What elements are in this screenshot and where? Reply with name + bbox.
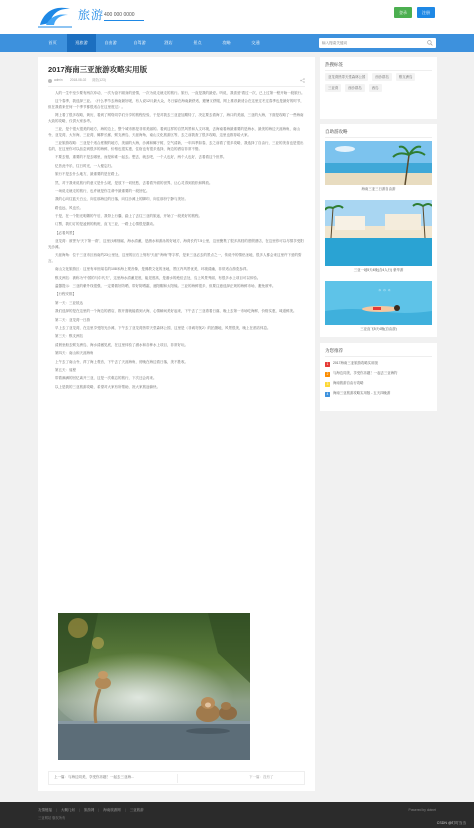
article-pagination — [48, 771, 305, 785]
article-paragraph: 带着满满的回忆离开三亚，这是一次难忘的旅行，下次还会再来。 — [55, 376, 157, 381]
destination-card[interactable] — [325, 141, 432, 192]
phone-underline — [104, 20, 144, 21]
article-paragraph: 然，对于我来说旅行的意义是什么呢，是放下一切忧愁，去看看外面的世界，让心灵得到放松和释放。 — [55, 180, 213, 185]
footer-link[interactable]: 大概几何 — [60, 808, 75, 812]
footer-link[interactable]: 友情链接 — [38, 808, 52, 812]
footer-link[interactable]: 三亚旅游 — [129, 808, 144, 812]
article-body — [48, 91, 305, 393]
nav-item[interactable]: 交通 — [251, 39, 260, 45]
recommend-item[interactable] — [325, 389, 432, 399]
article-title: 2017海南三亚旅游攻略实用版 — [48, 65, 148, 74]
contact-phone: 400 000 0000 — [104, 12, 135, 18]
article-paragraph: 这个春季，我选择三亚。（什么季节去海南最好呢，有人说12月最大众，冬日躲在海南最舒适，避暑又舒服，网上推荐最适合在这里过冬过春季也是最好的时节，但在我看来任何一个季节都很适合在这里度过）。 — [48, 99, 304, 109]
article-paragraph: 三亚，是个很大很美的地方，海的边上，整个城市都是非常美丽的。看到这样的自然风景和人文环境，去海南看海最重要的是海水，最美的海边天涯海角，南山寺，亚龙湾，大东海，三亚湾，椰梦长廊，蜈支洲岛，天涯海角，南山文化旅游区等，去之前我查了很多攻略，这里也推荐给大家。 — [48, 127, 300, 137]
recommend-item[interactable] — [325, 369, 432, 379]
article-paragraph: 旅行不是去什么地方，最重要的是在路上。 — [55, 172, 122, 177]
image-watermark-text: ☼ ☼ ☼ — [378, 287, 392, 292]
monkeys-photo — [58, 613, 250, 760]
footer-powered: Powered by dotnet — [408, 808, 436, 812]
article-paragraph: 以上是我的三亚旅游攻略，希望对大家有所帮助，祝大家旅途愉快。 — [55, 384, 160, 389]
nav-item[interactable]: 攻略 — [222, 39, 231, 45]
footer-watermark: CSDN @叮叮当当 — [436, 821, 466, 825]
article-paragraph: 我们选择的是在这里的一个海边的酒店，推开窗就能看到大海，心情瞬间美好起来，下午去了三亚湾看日落，晚上去第一市场吃海鲜，价格实惠，味道鲜美。 — [55, 309, 297, 314]
hot-tag[interactable]: 三亚湾 — [325, 84, 341, 92]
article-paragraph: 亚龙湾：被誉为“天下第一湾”，这里沙滩细腻，海水清澈，是潜水和游泳的好地方，海湾长约7.5公里，这里聚集了很多高档的度假酒店，在这里你可以尽情享受阳光沙滩。 — [48, 239, 304, 249]
login-button[interactable]: 登录 — [394, 7, 412, 18]
article-paragraph: 一场说走就走的旅行，也许就是你生命中最重要的一段回忆。 — [55, 188, 150, 193]
rank-badge: 3 — [326, 381, 329, 386]
article-paragraph: 第四天：南山和天涯海角 — [55, 351, 94, 356]
beach-palm-image[interactable] — [325, 141, 432, 185]
hot-tag[interactable]: 西沙群岛 — [345, 84, 365, 92]
share-icon[interactable] — [300, 78, 305, 83]
article-paragraph: 人的一生中至少要有两次冲动，一次为奋不顾身的爱情，一次为说走就走的旅行。旅行，一直是我的最爱。听说，我喜爱“看过一次，已上过第一程开始一段旅行。 — [55, 91, 305, 95]
article-paragraph: 天涯海角：位于三亚市区西南约23公里处，这里的巨石上刻有“天涯”“海角”等字样，是来三亚必去的景点之一，传说中的情侣圣地，很多人都会来这里许下爱的誓言。 — [48, 253, 302, 263]
destination-card[interactable] — [325, 200, 432, 273]
recommend-title: 为您推荐 — [325, 348, 343, 353]
article-paragraph: 温馨提示：三亚的紫外线很强，一定要做好防晒，带好防晒霜，遮阳帽和太阳镜。三亚的海鲜很多，但要注意选择正规的海鲜市场，避免被宰。 — [55, 283, 276, 288]
recommend-link[interactable]: 2017海南三亚旅游攻略实用版 — [333, 361, 378, 366]
nav-item[interactable]: 首页 — [48, 39, 57, 45]
footer-separator: | — [124, 808, 126, 812]
destination-caption[interactable]: 海南三亚三日游自由游 — [361, 186, 396, 191]
article-paragraph: 【必看风景】 — [55, 230, 76, 235]
main-nav — [0, 34, 474, 52]
search-input[interactable] — [322, 39, 422, 47]
hot-tags-title: 热搜标签 — [325, 62, 343, 67]
recommend-link[interactable]: 海南三亚旅游攻略实用版 - 五天四晚游 — [333, 391, 391, 396]
swimmer-image[interactable] — [325, 281, 432, 325]
wave-logo-icon[interactable] — [38, 3, 72, 29]
article-paragraph: 忆昔此中乐，往日时光，一入便忘归。 — [55, 163, 115, 168]
article-author[interactable]: admin — [54, 78, 63, 82]
author-avatar — [48, 79, 52, 83]
nav-item[interactable]: 自由游 — [104, 39, 117, 45]
destinations-divider — [325, 137, 432, 138]
recommend-panel — [320, 343, 437, 411]
nav-item[interactable]: 酒店 — [164, 39, 173, 45]
article-paragraph: 清晨坐船去蜈支洲岛，海水清澈见底，在这里体验了潜水和各种水上项目，非常好玩。 — [55, 342, 188, 347]
footer-separator: | — [56, 808, 57, 812]
article-paragraph: 南山文化旅游区：这里有举世闻名的108米海上观音像，是佛教文化的圣地，景区内风景优美，环境清幽，非常适合游览参拜。 — [55, 267, 250, 272]
recommend-item[interactable] — [325, 379, 432, 389]
rank-badge: 2 — [326, 371, 329, 376]
prev-article-link[interactable]: 上一篇：与海边同美，享受你乐趣！一起去三亚海... — [54, 775, 134, 779]
article-paragraph: 【行程安排】 — [55, 292, 76, 297]
recommend-item[interactable] — [325, 359, 432, 369]
search-icon[interactable] — [427, 40, 433, 46]
article-paragraph: 第一天：三亚抵达 — [55, 300, 83, 305]
rank-badge: 1 — [326, 361, 329, 366]
nav-item[interactable]: 自驾游 — [133, 39, 146, 45]
site-header — [0, 0, 474, 34]
article-paragraph: 网上看了很多攻略，黄历，看到了网络同学们分享的旅程经验，于是对我去三亚更加期待了，决定要去看海了，海口的美丽，三亚的大海，下面是攻略了一些海南大致的攻略，仅供大家参考。 — [48, 113, 304, 123]
article-views: 浏览(123) — [92, 78, 106, 82]
rank-badge: 4 — [326, 391, 329, 396]
pagination-divider — [177, 774, 178, 783]
footer-copyright: 三亚网站 版权所有 — [38, 816, 66, 820]
meta-divider — [48, 86, 305, 87]
footer-separator: | — [78, 808, 80, 812]
recommend-list — [325, 359, 432, 399]
site-brand[interactable]: 旅游 — [78, 8, 105, 22]
article-paragraph: 第二天：亚龙湾一日游 — [55, 317, 90, 322]
article-paragraph: 第三天：蜈支洲岛 — [55, 334, 83, 339]
footer-separator: | — [98, 808, 100, 812]
recommend-divider — [325, 356, 432, 357]
hot-tags-divider — [325, 70, 432, 71]
article-paragraph: 不要去错，重要的不是去哪里，而是和谁一起去。想去，就去吧，一个人也好，两个人也好，去看看这个世界。 — [55, 155, 227, 160]
hot-tag[interactable]: 亚龙湾热带天堂森林公园 — [325, 73, 368, 81]
footer-link[interactable]: 旅游网 — [83, 808, 95, 812]
destination-caption[interactable]: 三亚一地5天4晚(含4人行) 豪华游 — [353, 267, 404, 272]
hot-tags-panel — [320, 57, 437, 119]
nav-item[interactable]: 景点 — [193, 39, 202, 45]
destination-caption[interactable]: 三亚直飞5天4晚(自由游) — [360, 326, 397, 331]
article-paragraph: 于是，在一个阳光明媚的午后，我背上行囊，踏上了去往三亚的旅途，开始了一段美好的旅程。 — [55, 214, 202, 219]
site-footer — [0, 802, 474, 828]
article-paragraph: 我的心向往蓝天白云，向往那海边的日落，向往沙滩上的脚印，向往那份宁静与美好。 — [55, 197, 188, 202]
recommend-link[interactable]: 海南旅游自由行攻略 — [333, 381, 364, 386]
hot-tag[interactable]: 蜈支洲岛 — [396, 73, 416, 81]
hot-tags-list — [325, 73, 432, 92]
article-meta — [48, 78, 305, 86]
article-paragraph: 上午去了南山寺，拜了海上观音，下午去了天涯海角，傍晚在海边看日落，美不胜收。 — [55, 359, 188, 364]
article-paragraph: 第五天：返程 — [55, 367, 76, 372]
article-paragraph: 路也远，风也长。 — [55, 205, 83, 210]
nav-item[interactable]: 逛旅游 — [67, 34, 96, 52]
search-box — [319, 38, 436, 48]
destination-card[interactable] — [325, 281, 432, 332]
footer-link[interactable]: 海南旅游网 — [103, 808, 121, 812]
recommend-link[interactable]: 与海边同美，享受你乐趣！一起去三亚海钓 — [333, 371, 398, 376]
article-date: 2018-08-02 — [70, 78, 87, 82]
resort-pool-image[interactable] — [325, 200, 432, 266]
register-button[interactable]: 注册 — [417, 7, 435, 18]
article-paragraph: 早上去了亚龙湾，在这里享受阳光沙滩，下午去了亚龙湾热带天堂森林公园，这里是《非诚勿扰2》的拍摄地，风景很美，晚上在酒店休息。 — [55, 325, 271, 330]
article-panel — [38, 57, 315, 791]
hot-tag[interactable]: 西沙群岛 — [372, 73, 392, 81]
hot-tag[interactable]: 西岛 — [369, 84, 382, 92]
nav-items — [38, 34, 270, 52]
destinations-title: 自助游攻略 — [325, 129, 348, 134]
article-paragraph: 订票，我们订的是凌晨的航班，直飞三亚，一路上心情很是激动。 — [55, 222, 157, 227]
destinations-panel — [320, 124, 437, 337]
footer-links — [38, 808, 148, 813]
next-article-link[interactable]: 下一篇：没有了 — [249, 775, 274, 779]
article-paragraph: 蜈支洲岛：被称为“中国的马尔代夫”，这里海水清澈见底，能见度高，是潜水的绝佳去处，岛上风景秀丽，有很多水上项目可以体验。 — [55, 275, 261, 280]
article-paragraph: 三亚旅游攻略：三亚是个适合度假的地方，美丽的大海，沙滩和椰子树，空气清新，一年四季如春，去之前看了很多攻略，我选择了自由行，三亚的美食也是很出名的，在这里你可以品尝到很多的海鲜，价格也很实惠，住宿也有很多选择，海边的酒店非常不错。 — [48, 141, 304, 151]
